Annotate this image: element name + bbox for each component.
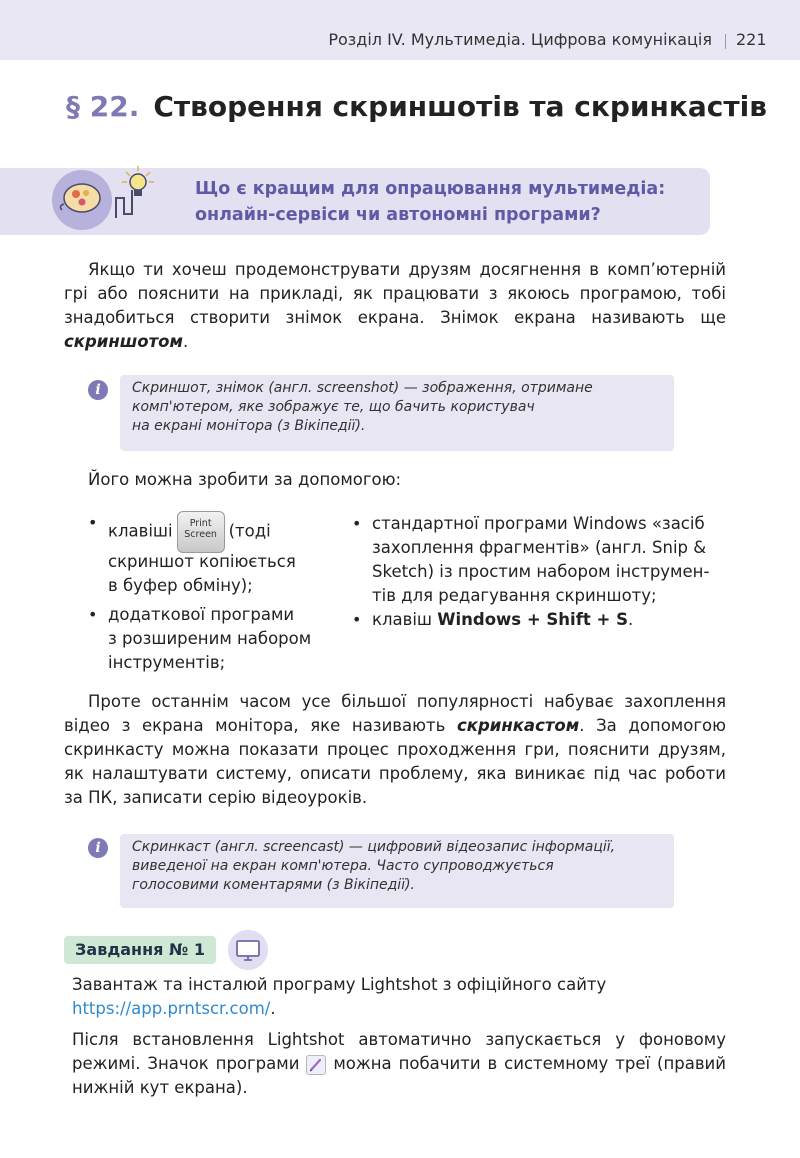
list-item-print-screen — [88, 511, 338, 553]
definition-line: виведеної на екран комп'ютера. Часто супроводжується — [132, 858, 554, 874]
screencast-text: Проте останнім часом усе більшої популярності набуває захоплення відео з екрана монітора, яке називають — [64, 692, 726, 735]
bullet: • — [352, 514, 362, 533]
screencast-paragraph — [64, 690, 726, 810]
screencast-text: . За допомогою скринкасту можна показати процес проходження гри, пояснити друзям, як налаштувати систему, описати проблему, яка виникає під час роботи за ПК, записати серію відеоуроків. — [64, 716, 726, 807]
definition-line: на екрані монітора (з Вікіпедії). — [132, 418, 366, 434]
definition-line: комп'ютером, яке зображує те, що бачить користувач — [132, 399, 535, 415]
info-icon: i — [88, 380, 108, 400]
task-text: Завантаж та інсталюй програму Lightshot з офіційного сайту — [72, 975, 607, 994]
definition-line: голосовими коментарями (з Вікіпедії). — [132, 877, 415, 893]
info-icon: i — [88, 838, 108, 858]
definition-screenshot — [120, 375, 674, 451]
header-divider — [725, 34, 726, 49]
bullet: • — [88, 513, 98, 532]
item-text: . — [627, 610, 634, 629]
question-line-1: Що є кращим для опрацювання мультимедіа: — [195, 179, 666, 199]
definition-screencast — [120, 834, 674, 908]
bullet: • — [88, 605, 98, 624]
section-number: § 22. — [66, 90, 140, 123]
intro-paragraph — [64, 258, 726, 354]
task-paragraph-2 — [72, 1028, 726, 1100]
intro-term: скриншотом — [64, 332, 183, 351]
task-text: Після встановлення Lightshot автоматично запускається у фоновому режимі. Значок програми — [72, 1030, 726, 1073]
item-text: інструментів; — [108, 653, 226, 672]
section-title — [66, 90, 767, 123]
key-label: Screen — [184, 529, 217, 540]
key-label: Print — [189, 518, 212, 529]
chapter-title: Розділ IV. Мультимедіа. Цифрова комунікація — [328, 30, 712, 49]
list-item-hotkey — [352, 608, 728, 632]
brain-bulb-icon — [50, 160, 170, 240]
monitor-icon — [228, 930, 268, 970]
definition-line: Скриншот, знімок (англ. screenshot) — зображення, отримане — [132, 380, 593, 396]
definition-line: Скринкаст (англ. screencast) — цифровий відеозапис інформації, — [132, 839, 616, 855]
item-text: захоплення фрагментів» (англ. Snip & — [372, 538, 707, 557]
item-text: Sketch) із простим набором інструмен- — [372, 562, 710, 581]
item-text: в буфер обміну); — [108, 576, 253, 595]
print-screen-key-icon — [177, 511, 225, 553]
item-text: додаткової програми — [108, 605, 295, 624]
lightshot-feather-icon — [306, 1055, 326, 1075]
list-item-extra-program — [88, 603, 338, 675]
lightshot-link[interactable]: https://app.prntscr.com/ — [72, 999, 271, 1018]
task-text: . — [270, 999, 276, 1018]
section-title-text: Створення скриншотів та скринкастів — [153, 90, 767, 123]
item-text: (тоді — [228, 521, 271, 541]
item-text: стандартної програми Windows «засіб — [372, 514, 705, 533]
item-text: з розширеним набором — [108, 629, 312, 648]
bullet: • — [352, 610, 362, 629]
list-item-snip-sketch — [352, 512, 728, 608]
intro-text: Якщо ти хочеш продемонструвати друзям досягнення в комп’ютерній грі або пояснити на прикладі, як працювати з якоюсь програмою, тобі знадобиться створити знімок екрана. Знімок екрана називають ще — [64, 260, 726, 327]
task-line-1 — [72, 973, 726, 1021]
task-badge: Завдання № 1 — [64, 936, 216, 964]
item-text: клавіші — [108, 521, 173, 541]
page-header — [0, 0, 800, 60]
intro-end: . — [183, 332, 189, 351]
page-number: 221 — [736, 30, 767, 49]
hotkey-combination: Windows + Shift + S — [437, 610, 628, 629]
item-text: тів для редагування скриншоту; — [372, 586, 657, 605]
list-item-print-screen-cont — [108, 550, 338, 598]
methods-intro: Його можна зробити за допомогою: — [88, 470, 402, 489]
question-text — [195, 176, 705, 228]
item-text: клавіш — [372, 610, 438, 629]
item-text: скриншот копіюється — [108, 552, 296, 571]
screencast-term: скринкастом — [456, 716, 580, 735]
task-text: можна побачити в системному треї (правий нижній кут екрана). — [72, 1054, 727, 1097]
question-line-2: онлайн-сервіси чи автономні програми? — [195, 205, 601, 225]
